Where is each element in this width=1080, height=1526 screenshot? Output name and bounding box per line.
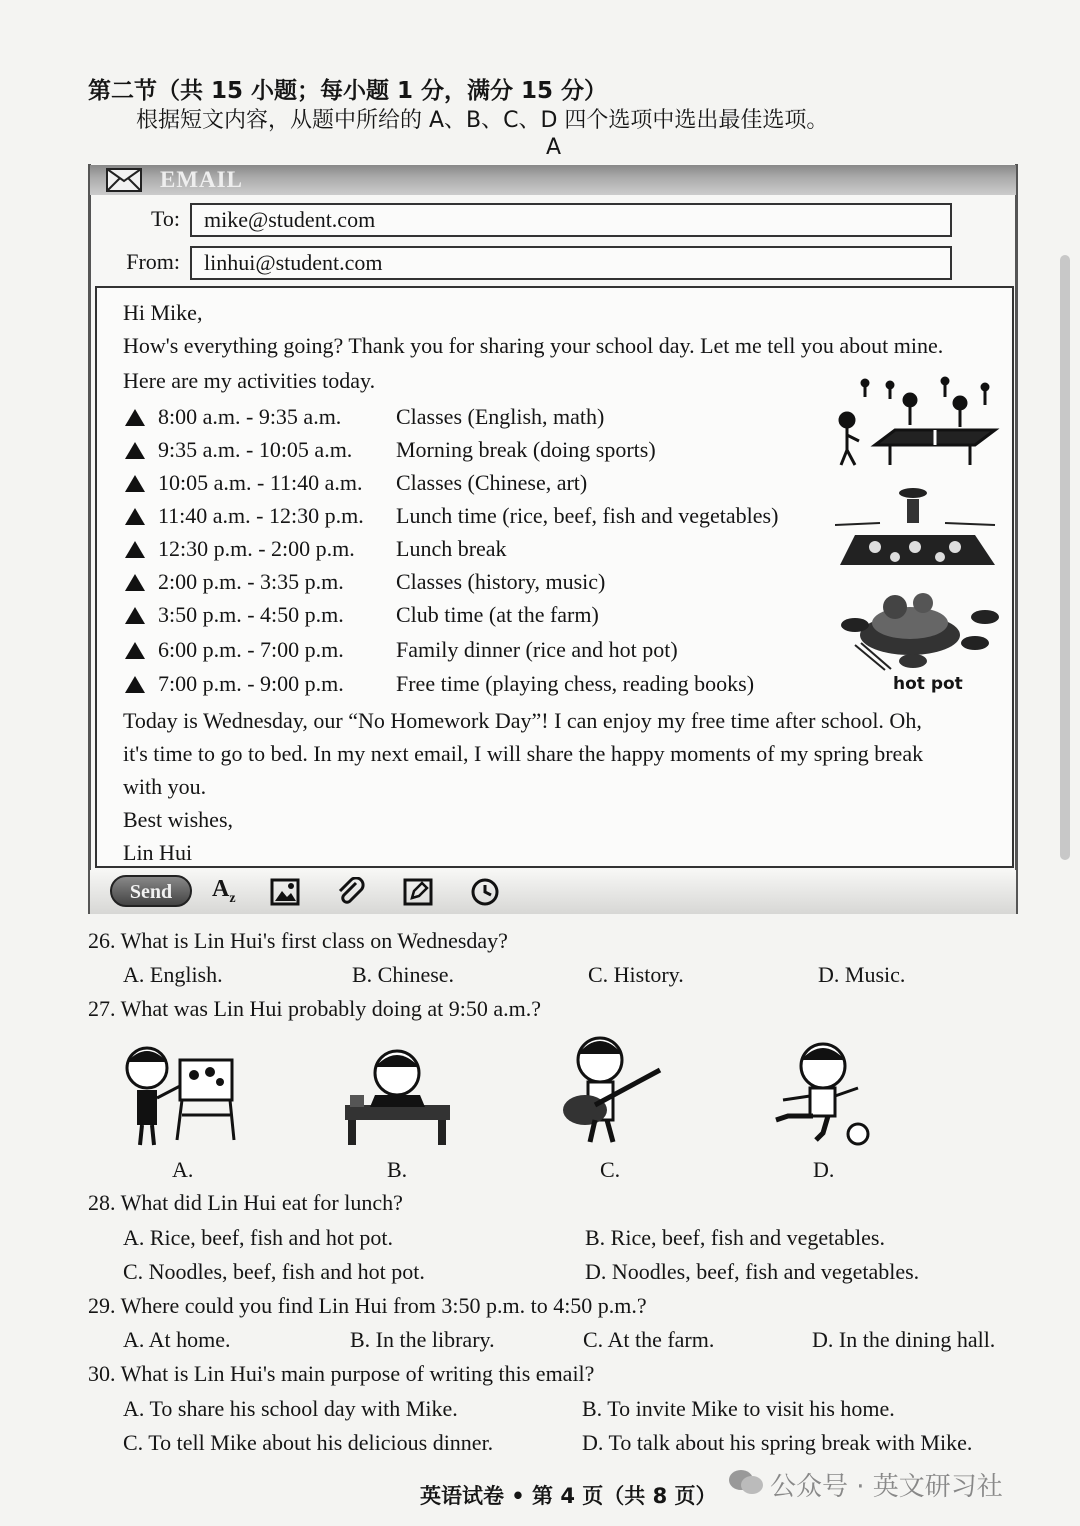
font-size-icon[interactable]: $A_z$	[212, 876, 236, 906]
schedule-time: 12:30 p.m. - 2:00 p.m.	[158, 536, 355, 561]
option-c[interactable]: C. Noodles, beef, fish and hot pot.	[123, 1259, 425, 1284]
bullet-triangle-icon	[125, 475, 145, 492]
schedule-time: 10:05 a.m. - 11:40 a.m.	[158, 470, 363, 495]
email-signoff: Best wishes,	[123, 807, 233, 832]
scrollbar[interactable]	[1060, 255, 1070, 860]
schedule-time: 8:00 a.m. - 9:35 a.m.	[158, 404, 342, 429]
clock-icon[interactable]	[470, 877, 500, 907]
question-stem: 29. Where could you find Lin Hui from 3:50 p.m. to 4:50 p.m.?	[88, 1293, 647, 1318]
boy-reading-illustration	[340, 1045, 455, 1150]
question-stem: 30. What is Lin Hui's main purpose of writing this email?	[88, 1361, 595, 1386]
option-b-label[interactable]: B.	[387, 1157, 408, 1182]
option-d[interactable]: D. To talk about his spring break with Mike.	[582, 1430, 973, 1455]
option-d-label[interactable]: D.	[813, 1157, 835, 1182]
bullet-triangle-icon	[125, 541, 145, 558]
schedule-time: 7:00 p.m. - 9:00 p.m.	[158, 671, 344, 696]
option-c[interactable]: C. To tell Mike about his delicious dinner.	[123, 1430, 494, 1455]
edit-icon[interactable]	[403, 877, 433, 907]
email-greeting: Hi Mike,	[123, 300, 203, 325]
schedule-activity: Classes (history, music)	[396, 569, 606, 594]
question-stem: 28. What did Lin Hui eat for lunch?	[88, 1190, 403, 1215]
email-header-title: EMAIL	[160, 167, 243, 192]
option-b[interactable]: B. Rice, beef, fish and vegetables.	[585, 1225, 885, 1250]
option-d[interactable]: D. Music.	[818, 962, 906, 987]
wechat-icon	[728, 1468, 764, 1496]
schedule-activity: Classes (English, math)	[396, 404, 605, 429]
bullet-triangle-icon	[125, 676, 145, 693]
option-a[interactable]: A. To share his school day with Mike.	[123, 1396, 458, 1421]
section-instruction: 根据短文内容，从题中所给的 A、B、C、D 四个选项中选出最佳选项。	[136, 108, 829, 133]
option-a[interactable]: A. At home.	[123, 1327, 231, 1352]
image-icon[interactable]	[270, 877, 300, 907]
schedule-time: 9:35 a.m. - 10:05 a.m.	[158, 437, 353, 462]
option-a[interactable]: A. English.	[123, 962, 223, 987]
envelope-icon	[106, 168, 142, 192]
to-field[interactable]: mike@student.com	[190, 203, 952, 237]
option-c-label[interactable]: C.	[600, 1157, 621, 1182]
option-c[interactable]: C. History.	[588, 962, 684, 987]
from-label: From:	[126, 249, 180, 274]
page-footer: 英语试卷 • 第 4 页（共 8 页）	[420, 1484, 717, 1508]
schedule-time: 2:00 p.m. - 3:35 p.m.	[158, 569, 344, 594]
boy-guitar-illustration	[555, 1030, 670, 1150]
hot-pot-caption: hot pot	[893, 674, 963, 694]
option-d[interactable]: D. Noodles, beef, fish and vegetables.	[585, 1259, 920, 1284]
from-field[interactable]: linhui@student.com	[190, 246, 952, 280]
schedule-activity: Lunch break	[396, 536, 507, 561]
hot-pot-illustration	[835, 585, 1005, 675]
schedule-activity: Morning break (doing sports)	[396, 437, 656, 462]
schedule-time: 3:50 p.m. - 4:50 p.m.	[158, 602, 344, 627]
option-b[interactable]: B. Chinese.	[352, 962, 455, 987]
email-closing-line: it's time to go to bed. In my next email, I will share the happy moments of my spring break	[123, 741, 924, 766]
option-c[interactable]: C. At the farm.	[583, 1327, 715, 1352]
passage-letter: A	[546, 135, 562, 160]
email-intro-line: How's everything going? Thank you for sharing your school day. Let me tell you about mine.	[123, 333, 944, 358]
boy-football-illustration	[768, 1038, 883, 1148]
schedule-activity: Free time (playing chess, reading books)	[396, 671, 755, 696]
ping-pong-illustration	[835, 375, 1000, 470]
question-stem: 27. What was Lin Hui probably doing at 9:50 a.m.?	[88, 996, 541, 1021]
email-intro-line: Here are my activities today.	[123, 368, 376, 393]
email-closing-line: Today is Wednesday, our “No Homework Day”! I can enjoy my free time after school. Oh,	[123, 708, 922, 733]
question-stem: 26. What is Lin Hui's first class on Wednesday?	[88, 928, 508, 953]
email-signature: Lin Hui	[123, 840, 193, 865]
option-b[interactable]: B. To invite Mike to visit his home.	[582, 1396, 895, 1421]
watermark: 公众号 · 英文研习社	[770, 1472, 1003, 1502]
bullet-triangle-icon	[125, 574, 145, 591]
option-a-label[interactable]: A.	[172, 1157, 194, 1182]
schedule-activity: Lunch time (rice, beef, fish and vegetables)	[396, 503, 779, 528]
email-closing-line: with you.	[123, 774, 207, 799]
bullet-triangle-icon	[125, 508, 145, 525]
option-b[interactable]: B. In the library.	[350, 1327, 495, 1352]
schedule-time: 6:00 p.m. - 7:00 p.m.	[158, 637, 344, 662]
schedule-activity: Classes (Chinese, art)	[396, 470, 588, 495]
bullet-triangle-icon	[125, 442, 145, 459]
to-label: To:	[150, 206, 180, 231]
schedule-activity: Family dinner (rice and hot pot)	[396, 637, 678, 662]
bullet-triangle-icon	[125, 607, 145, 624]
bullet-triangle-icon	[125, 409, 145, 426]
send-button[interactable]: Send	[110, 875, 192, 907]
classroom-illustration	[835, 485, 1000, 570]
schedule-time: 11:40 a.m. - 12:30 p.m.	[158, 503, 364, 528]
bullet-triangle-icon	[125, 642, 145, 659]
option-a[interactable]: A. Rice, beef, fish and hot pot.	[123, 1225, 394, 1250]
schedule-activity: Club time (at the farm)	[396, 602, 599, 627]
boy-painting-illustration	[112, 1040, 242, 1150]
attachment-icon[interactable]	[336, 877, 366, 907]
option-d[interactable]: D. In the dining hall.	[812, 1327, 996, 1352]
section-title: 第二节（共 15 小题；每小题 1 分，满分 15 分）	[88, 78, 608, 104]
